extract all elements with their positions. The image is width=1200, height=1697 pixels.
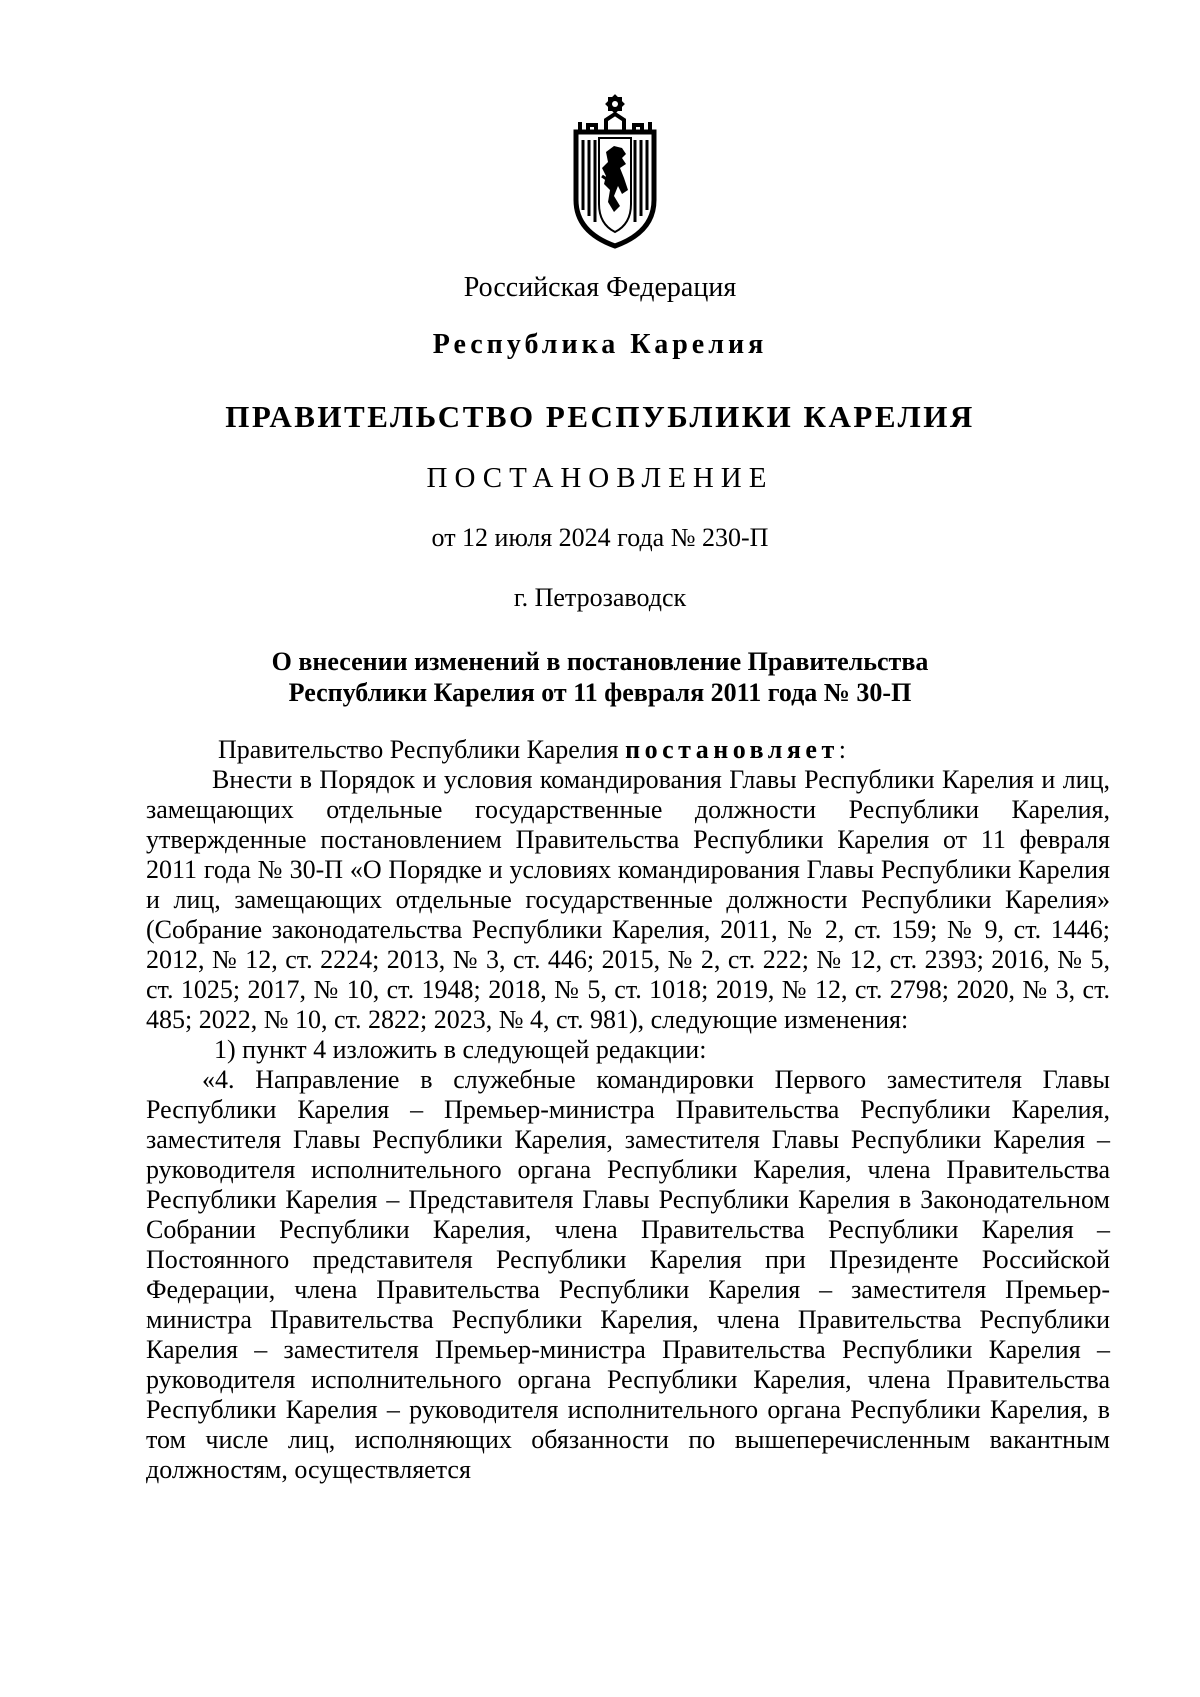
document-type-heading: ПОСТАНОВЛЕНИЕ [426, 462, 774, 494]
document-title-line-2: Республики Карелия от 11 февраля 2011 года № 30-П [288, 678, 912, 707]
coat-of-arms-emblem [566, 92, 664, 250]
paragraph-quote: «4. Направление в служебные командировки Первого заместителя Главы Республики Карелия – Премьер-министра Правительства Республики Карелия, заместителя Главы Республики Карелия, заместителя Главы Республики Карелия – руководителя исполнительного органа Республики Карелия, члена Правительства Республики Карелия – Представителя Главы Республики Карелия в Законодательном Собрании Республики Карелия, члена Правительства Республики Карелия – Постоянного представителя Республики Карелия при Президенте Российской Федерации, члена Правительства Республики Карелия – заместителя Премьер-министра Правительства Республики Карелия, члена Правительства Республики Карелия – заместителя Премьер-министра Правительства Республики Карелия – руководителя исполнительного органа Республики Карелия, члена Правительства Республики Карелия – руководителя исполнительного органа Республики Карелия, в том числе лиц, исполняющих обязанности по вышеперечисленным вакантным должностям, осуществляется [146, 1065, 1110, 1484]
document-city: г. Петрозаводск [513, 583, 687, 612]
country-heading: Российская Федерация [463, 272, 737, 303]
preamble-end: : [838, 735, 846, 764]
document-title [0, 646, 1200, 708]
paragraph-main: Внести в Порядок и условия командирования Главы Республики Карелия и лиц, замещающих отдельные государственные должности Республики Карелия, утвержденные постановлением Правительства Республики Карелия от 11 февраля 2011 года № 30-П «О Порядке и условиях командирования Главы Республики Карелия и лиц, замещающих отдельные государственные должности Республики Карелия» (Собрание законодательства Республики Карелия, 2011, № 2, ст. 159; № 9, ст. 1446; 2012, № 12, ст. 2224; 2013, № 3, ст. 446; 2015, № 2, ст. 222; № 12, ст. 2393; 2016, № 5, ст. 1025; 2017, № 10, ст. 1948; 2018, № 5, ст. 1018; 2019, № 12, ст. 2798; 2020, № 3, ст. 485; 2022, № 10, ст. 2822; 2023, № 4, ст. 981), следующие изменения: [146, 765, 1110, 1034]
preamble-text: Правительство Республики Карелия [218, 735, 626, 764]
document-date-number: от 12 июля 2024 года № 230-П [431, 523, 769, 552]
government-heading: ПРАВИТЕЛЬСТВО РЕСПУБЛИКИ КАРЕЛИЯ [225, 399, 975, 434]
preamble-paragraph [146, 735, 1110, 765]
preamble-action: постановляет [625, 735, 839, 764]
star-icon [605, 94, 625, 114]
paragraph-item-1: 1) пункт 4 изложить в следующей редакции: [214, 1035, 707, 1064]
document-body [146, 735, 1110, 1485]
republic-heading: Республика Карелия [432, 329, 768, 360]
document-title-line-1: О внесении изменений в постановление Правительства [271, 647, 929, 676]
